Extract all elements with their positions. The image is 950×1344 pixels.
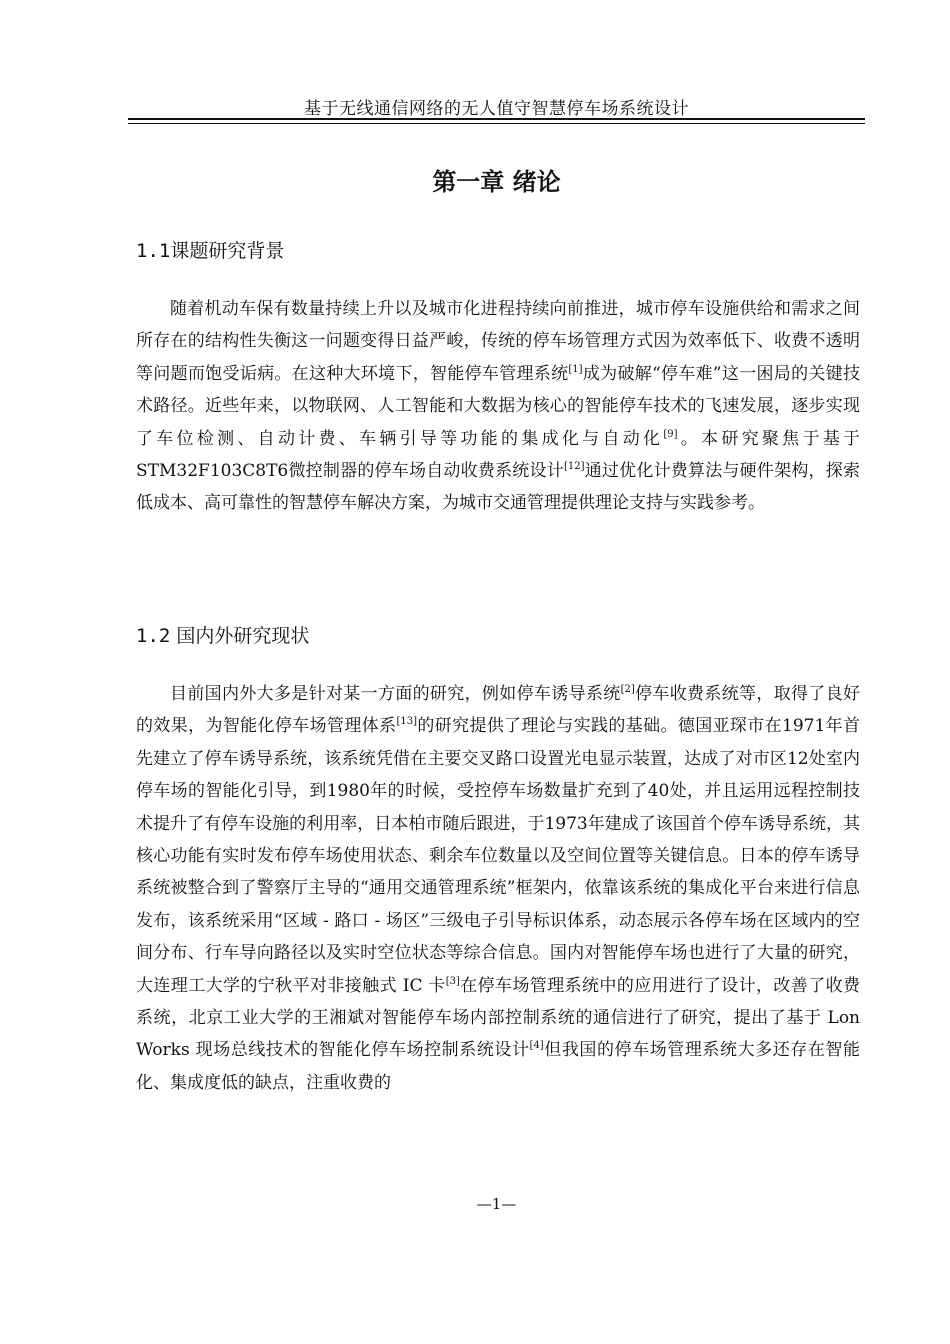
section-heading-1-1 [136, 236, 284, 263]
citation-ref: [4] [529, 1040, 544, 1052]
header-rule-thin [128, 123, 865, 124]
text-run: 停车收费系统等，取得了良好的效果，为智能化停车场管理体系 [136, 684, 861, 737]
page-number: —1— [476, 1195, 517, 1213]
text-run: 成为破解“停车难”这一困局的关键技术路径。近些年来，以物联网、人工智能和大数据为核心的智能停车技术的飞速发展，逐步实现了车位检测、自动计费、车辆引导等功能的集成化与自动化 [136, 363, 860, 449]
header-rule [128, 118, 865, 120]
text-run: 通过优化计费算法与硬件架构，探索低成本、高可靠性的智慧停车解决方案，为城市交通管理提供理论支持与实践参考。 [136, 461, 860, 514]
running-header: 基于无线通信网络的无人值守智慧停车场系统设计 [304, 99, 689, 119]
text-run: 但我国的停车场管理系统大多还存在智能化、集成度低的缺点，注重收费的 [136, 1040, 861, 1093]
section-number: 1.2 [136, 625, 171, 647]
text-run: 的研究提供了理论与实践的基础。德国亚琛市在1971年首先建立了停车诱导系统，该系统凭借在主要交叉路口设置光电显示装置，达成了对市区12处室内停车场的智能化引导，到1980年的时候，受控停车场数量扩充到了40处，并且运用远程控制技术提升了有停车设施的利用率，日本柏市随后跟进，于1973年建成了该国首个停车诱导系统，其核心功能有实时发布停车场使用状态、剩余车位数量以及空间位置等关键信息。日本的停车诱导系统被整合到了警察厅主导的“通用交通管理系统”框架内，依靠该系统的集成化平台来进行信息发布，该系统采用“区域 - 路口 - 场区”三级电子引导标识体系，动态展示各停车场在区域内的空间分布、行车导向路径以及实时空位状态等综合信息。国内对智能停车场也进行了大量的研究，大连理工大学的宁秋平对非接触式 IC 卡 [136, 716, 861, 996]
section-title: 国内外研究现状 [176, 625, 310, 647]
citation-ref: [2] [620, 684, 635, 695]
text-run: 随着机动车保有数量持续上升以及城市化进程持续向前推进，城市停车设施供给和需求之间所存在的结构性失衡这一问题变得日益严峻，传统的停车场管理方式因为效率低下、收费不透明等问题而饱受诟病。在这种大环境下，智能停车管理系统 [136, 299, 860, 384]
citation-ref: [12] [563, 461, 585, 473]
paragraph-background [136, 293, 860, 520]
text-run: 。本研究聚焦于基于STM32F103C8T6微控制器的停车场自动收费系统设计 [136, 428, 861, 482]
citation-ref: [13] [396, 716, 417, 728]
citation-ref: [3] [445, 975, 460, 987]
section-heading-1-2 [136, 621, 309, 648]
text-run: 目前国内外大多是针对某一方面的研究，例如停车诱导系统 [170, 684, 621, 704]
citation-ref: [9] [663, 428, 678, 440]
citation-ref: [1] [568, 363, 583, 375]
section-title: 课题研究背景 [170, 240, 285, 262]
section-number: 1.1 [136, 240, 171, 262]
chapter-title: 第一章 绪论 [432, 168, 561, 196]
paragraph-research-status [136, 678, 860, 1099]
text-run: 在停车场管理系统中的应用进行了设计，改善了收费系统，北京工业大学的王湘斌对智能停车场内部控制系统的通信进行了研究，提出了基于 Lon Works 现场总线技术的智能化停车场控制系统设计 [136, 975, 861, 1061]
